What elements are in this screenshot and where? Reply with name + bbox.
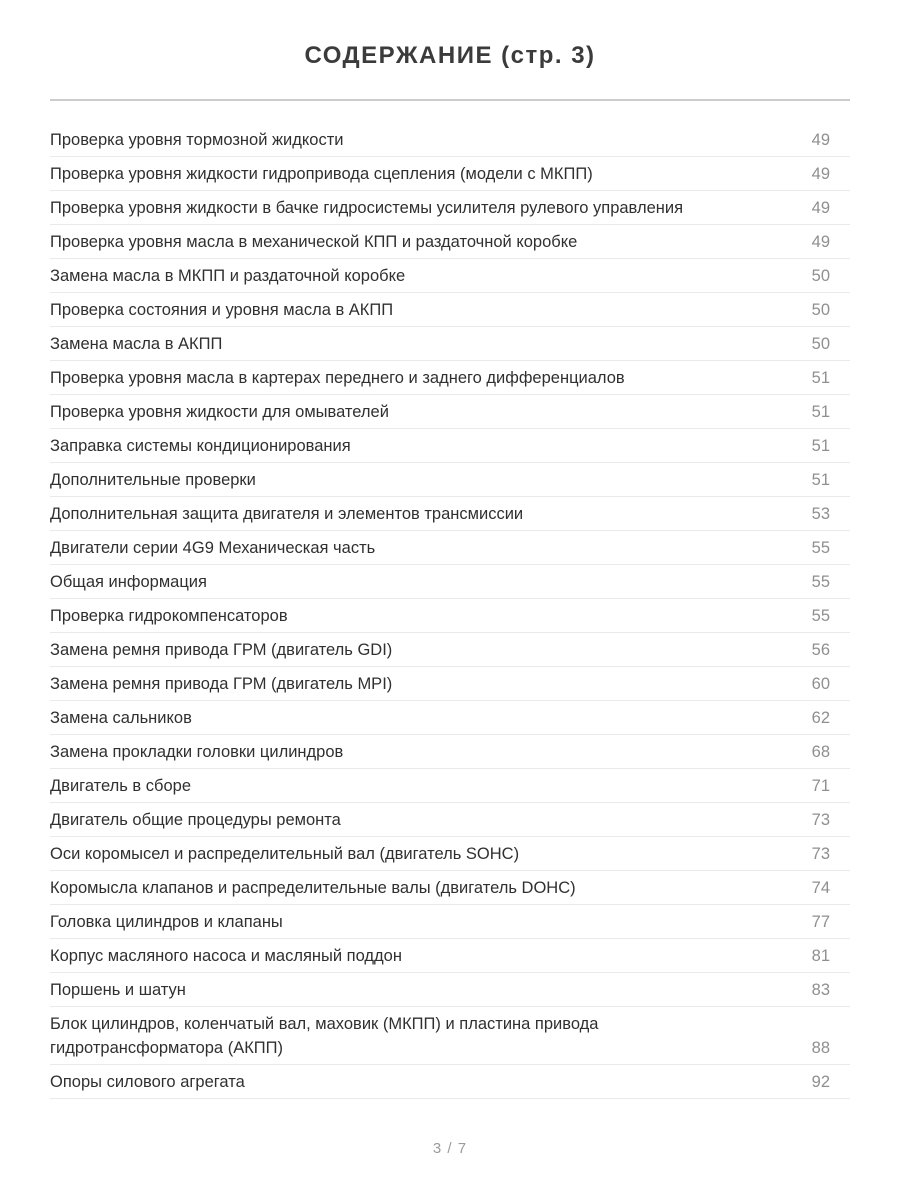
toc-entry-label: Замена ремня привода ГРМ (двигатель MPI) bbox=[50, 674, 393, 693]
toc-entry-label: Дополнительные проверки bbox=[50, 470, 256, 489]
toc-entry-label: Проверка уровня тормозной жидкости bbox=[50, 130, 344, 149]
toc-entry-label: Двигатели серии 4G9 Механическая часть bbox=[50, 538, 376, 557]
toc-entry-page-number: 55 bbox=[811, 572, 830, 591]
toc-entry bbox=[50, 225, 850, 259]
toc-entry bbox=[50, 157, 850, 191]
toc-entry-label: Замена прокладки головки цилиндров bbox=[50, 742, 344, 761]
toc-entry-page-number: 71 bbox=[811, 776, 830, 795]
toc-entry bbox=[50, 599, 850, 633]
toc-entry-label: Общая информация bbox=[50, 572, 207, 591]
toc-entry bbox=[50, 565, 850, 599]
toc-entry-label: Блок цилиндров, коленчатый вал, маховик (МКПП) и пластина привода гидротрансформатора (АКПП) bbox=[50, 1014, 599, 1057]
toc-entry-page-number: 55 bbox=[811, 606, 830, 625]
toc-entry-page-number: 60 bbox=[811, 674, 830, 693]
toc-entry-label: Проверка уровня жидкости в бачке гидросистемы усилителя рулевого управления bbox=[50, 198, 684, 217]
toc-entry-label: Головка цилиндров и клапаны bbox=[50, 912, 283, 931]
toc-entry-page-number: 51 bbox=[811, 470, 830, 489]
toc-entry-label: Замена масла в МКПП и раздаточной коробке bbox=[50, 266, 406, 285]
toc-entry bbox=[50, 905, 850, 939]
toc-entry-page-number: 55 bbox=[811, 538, 830, 557]
toc-entry-page-number: 51 bbox=[811, 402, 830, 421]
toc-entry bbox=[50, 803, 850, 837]
toc-entry bbox=[50, 769, 850, 803]
toc-entry bbox=[50, 191, 850, 225]
toc-entry-label: Проверка уровня масла в механической КПП и раздаточной коробке bbox=[50, 232, 578, 251]
toc-entry-label: Проверка уровня жидкости для омывателей bbox=[50, 402, 389, 421]
toc-entry bbox=[50, 667, 850, 701]
toc-entry-page-number: 49 bbox=[811, 232, 830, 251]
toc-entry-page-number: 51 bbox=[811, 436, 830, 455]
toc-entry-page-number: 74 bbox=[811, 878, 830, 897]
toc-entry-page-number: 73 bbox=[811, 810, 830, 829]
toc-entry bbox=[50, 395, 850, 429]
toc-entry-page-number: 68 bbox=[811, 742, 830, 761]
toc-entry-page-number: 51 bbox=[811, 368, 830, 387]
toc-entry-label: Опоры силового агрегата bbox=[50, 1072, 245, 1091]
toc-entry-label: Проверка уровня жидкости гидропривода сцепления (модели с МКПП) bbox=[50, 164, 593, 183]
toc-entry-page-number: 62 bbox=[811, 708, 830, 727]
toc-entry bbox=[50, 497, 850, 531]
toc-entry-page-number: 49 bbox=[811, 164, 830, 183]
toc-entry-page-number: 73 bbox=[811, 844, 830, 863]
toc-entry bbox=[50, 939, 850, 973]
toc-entry-page-number: 50 bbox=[811, 300, 830, 319]
toc-entry bbox=[50, 633, 850, 667]
toc-entry-label: Двигатель общие процедуры ремонта bbox=[50, 810, 341, 829]
toc-entry bbox=[50, 837, 850, 871]
toc-entry-page-number: 49 bbox=[811, 130, 830, 149]
toc-entry-label: Замена сальников bbox=[50, 708, 192, 727]
toc-entry-page-number: 81 bbox=[811, 946, 830, 965]
toc-entry-page-number: 50 bbox=[811, 266, 830, 285]
toc-entry bbox=[50, 293, 850, 327]
toc-entry-label: Дополнительная защита двигателя и элементов трансмиссии bbox=[50, 504, 524, 523]
toc-entry-label: Двигатель в сборе bbox=[50, 776, 192, 795]
toc-entry bbox=[50, 463, 850, 497]
title-divider bbox=[50, 99, 850, 101]
toc-entry-page-number: 88 bbox=[811, 1038, 830, 1057]
toc-entry-label: Оси коромысел и распределительный вал (двигатель SOHC) bbox=[50, 844, 520, 863]
toc-entry-label: Проверка состояния и уровня масла в АКПП bbox=[50, 300, 394, 319]
toc-entry bbox=[50, 1065, 850, 1099]
toc-list bbox=[50, 123, 850, 1099]
toc-entry-label: Заправка системы кондиционирования bbox=[50, 436, 351, 455]
toc-entry bbox=[50, 973, 850, 1007]
page-title: СОДЕРЖАНИЕ (стр. 3) bbox=[304, 42, 596, 69]
toc-entry bbox=[50, 123, 850, 157]
toc-entry bbox=[50, 429, 850, 463]
toc-entry-page-number: 50 bbox=[811, 334, 830, 353]
toc-content bbox=[50, 42, 850, 1157]
toc-entry-page-number: 53 bbox=[811, 504, 830, 523]
toc-entry bbox=[50, 361, 850, 395]
toc-entry-label: Коромысла клапанов и распределительные валы (двигатель DOHC) bbox=[50, 878, 576, 897]
toc-entry-label: Проверка уровня масла в картерах переднего и заднего дифференциалов bbox=[50, 368, 625, 387]
toc-entry-label: Проверка гидрокомпенсаторов bbox=[50, 606, 288, 625]
toc-entry-page-number: 49 bbox=[811, 198, 830, 217]
toc-entry-page-number: 56 bbox=[811, 640, 830, 659]
toc-entry-label: Поршень и шатун bbox=[50, 980, 186, 999]
toc-entry bbox=[50, 701, 850, 735]
toc-entry bbox=[50, 735, 850, 769]
toc-entry-page-number: 83 bbox=[811, 980, 830, 999]
toc-entry-label: Замена ремня привода ГРМ (двигатель GDI) bbox=[50, 640, 393, 659]
toc-entry bbox=[50, 1007, 850, 1065]
toc-entry bbox=[50, 531, 850, 565]
toc-entry bbox=[50, 259, 850, 293]
toc-entry-label: Замена масла в АКПП bbox=[50, 334, 223, 353]
page-indicator: 3 / 7 bbox=[432, 1140, 468, 1157]
toc-entry bbox=[50, 327, 850, 361]
toc-entry-label: Корпус масляного насоса и масляный поддон bbox=[50, 946, 402, 965]
toc-entry-page-number: 92 bbox=[811, 1072, 830, 1091]
toc-entry-page-number: 77 bbox=[811, 912, 830, 931]
toc-entry bbox=[50, 871, 850, 905]
